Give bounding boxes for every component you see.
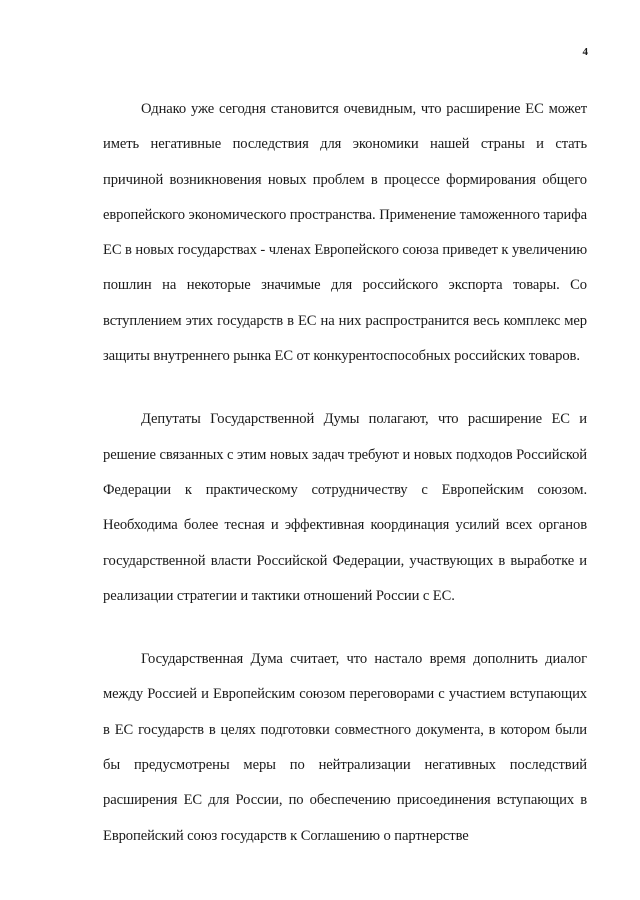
page-number: 4 (582, 46, 588, 58)
paragraph-2: Депутаты Государственной Думы полагают, что расширение ЕС и решение связанных с этим новых задач требуют и новых подходов Российской Федерации к практическому сотрудничеству с Европейским союзом. Необходима более тесная и эффективная координация усилий всех органов государственной власти Российской Федерации, участвующих в выработке и реализации стратегии и тактики отношений России с ЕС. (103, 411, 587, 604)
paragraph-1: Однако уже сегодня становится очевидным, что расширение ЕС может иметь негативные последствия для экономики нашей страны и стать причиной возникновения новых проблем в процессе формирования общего европейского экономического пространства. Применение таможенного тарифа ЕС в новых государствах - членах Европейского союза приведет к увеличению пошлин на некоторые значимые для российского экспорта товары. Со вступлением этих государств в ЕС на них распространится весь комплекс мер защиты внутреннего рынка ЕС от конкурентоспособных российских товаров. (103, 101, 587, 365)
paragraph-3: Государственная Дума считает, что настало время дополнить диалог между Россией и Европейским союзом переговорами с участием вступающих в ЕС государств в целях подготовки совместного документа, в котором были бы предусмотрены меры по нейтрализации негативных последствий расширения ЕС для России, по обеспечению присоединения вступающих в Европейский союз государств к Соглашению о партнерстве (103, 651, 587, 844)
document-body (103, 92, 587, 882)
